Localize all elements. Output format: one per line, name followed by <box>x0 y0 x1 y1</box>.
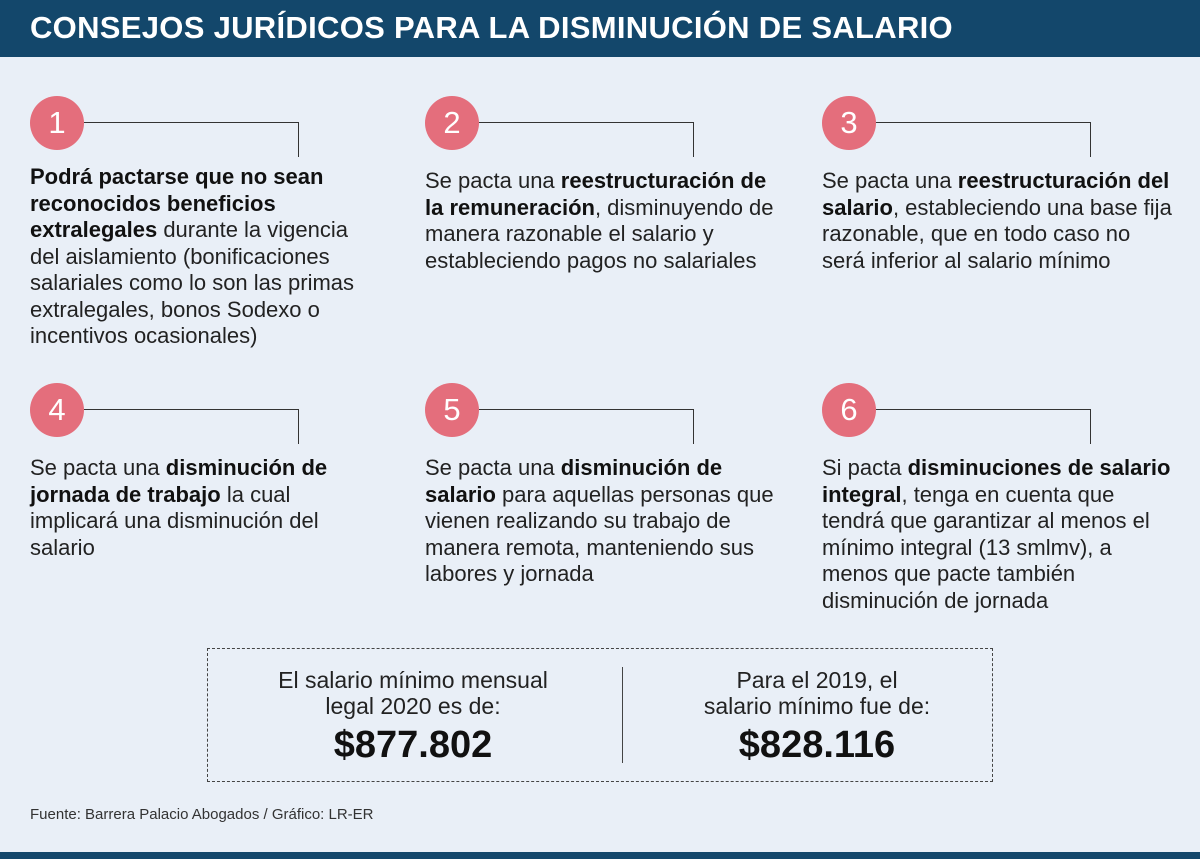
connector-line <box>479 122 694 157</box>
fact-label: El salario mínimo mensual <box>278 667 548 693</box>
bottom-bar <box>0 852 1200 859</box>
connector-line <box>84 409 299 444</box>
salary-facts-box <box>207 648 993 782</box>
fact-label: Para el 2019, el <box>736 667 898 693</box>
number-badge: 2 <box>425 96 479 150</box>
number-badge: 4 <box>30 383 84 437</box>
fact-value: $828.116 <box>738 724 896 766</box>
connector-line <box>876 122 1091 157</box>
number-badge: 5 <box>425 383 479 437</box>
number-badge: 6 <box>822 383 876 437</box>
tip-text: Podrá pactarse que no sean reconocidos beneficios extralegales durante la vigencia del aislamiento (bonificaciones salariales como lo son las primas extralegales, bonos Sodexo o incentivos ocasionales) <box>30 164 355 348</box>
page-title: CONSEJOS JURÍDICOS PARA LA DISMINUCIÓN DE SALARIO <box>30 10 953 45</box>
divider <box>622 667 623 763</box>
tip-text: Se pacta una disminución de salario para aquellas personas que vienen realizando su trabajo de manera remota, manteniendo sus labores y jornada <box>425 455 774 586</box>
tip-text: Se pacta una reestructuración de la remuneración, disminuyendo de manera razonable el salario y estableciendo pagos no salariales <box>425 168 774 273</box>
number-badge: 1 <box>30 96 84 150</box>
fact-value: $877.802 <box>333 724 493 766</box>
tip-text: Si pacta disminuciones de salario integral, tenga en cuenta que tendrá que garantizar al menos el mínimo integral (13 smlmv), a menos que pacte también disminución de jornada <box>822 455 1171 613</box>
connector-line <box>876 409 1091 444</box>
fact-2020 <box>228 667 598 767</box>
fact-label: salario mínimo fue de: <box>703 693 931 719</box>
fact-2019 <box>632 667 1002 767</box>
connector-line <box>84 122 299 157</box>
tip-text: Se pacta una reestructuración del salario, estableciendo una base fija razonable, que en todo caso no será inferior al salario mínimo <box>822 168 1172 273</box>
source-credit: Fuente: Barrera Palacio Abogados / Gráfico: LR-ER <box>30 806 374 823</box>
header-bar <box>0 0 1200 57</box>
connector-line <box>479 409 694 444</box>
fact-label: legal 2020 es de: <box>325 693 501 719</box>
tip-text: Se pacta una disminución de jornada de trabajo la cual implicará una disminución del salario <box>30 455 328 560</box>
number-badge: 3 <box>822 96 876 150</box>
